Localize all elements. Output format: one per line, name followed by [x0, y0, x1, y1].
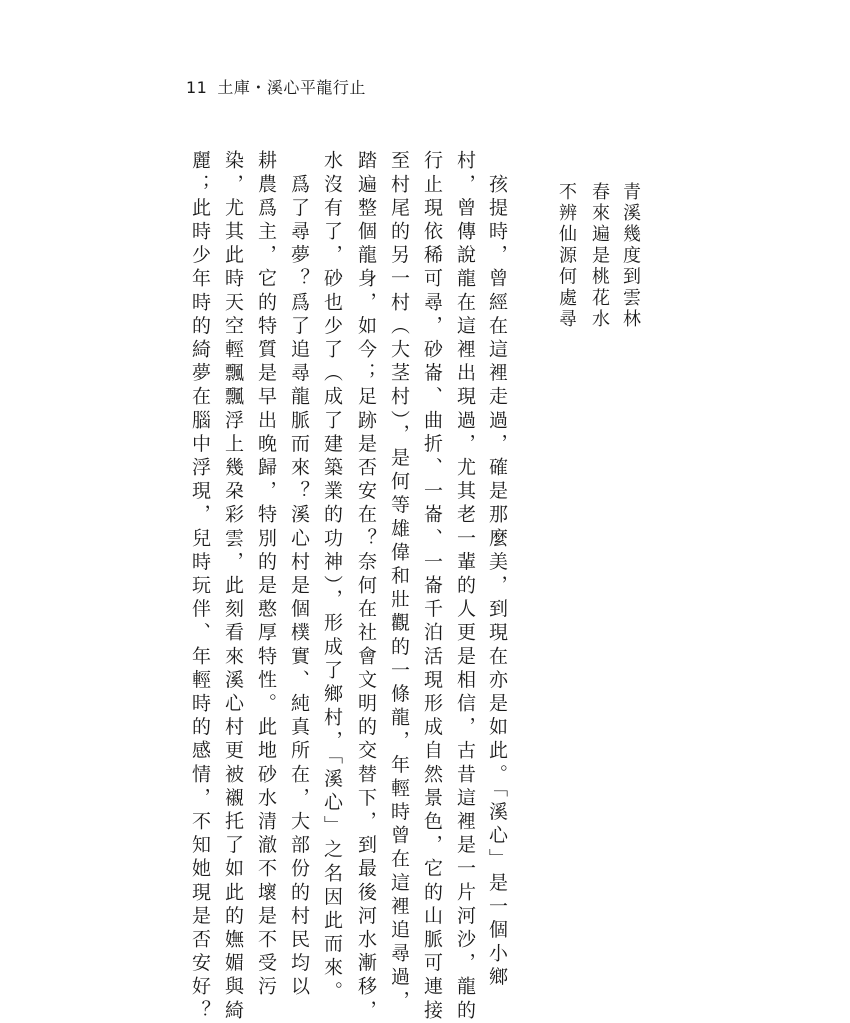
chapter-title: 土庫・溪心平龍行止: [217, 78, 366, 97]
body-text-line: 孩提時，曾經在這裡走過，確是那麼美，到現在亦是如此。「溪心」是一個小鄉: [486, 150, 508, 991]
body-text-line: 染，尤其此時天空輕飄飄浮上幾朶彩雲，此刻看來溪心村更被襯托了如此的嫵媚與綺: [222, 150, 244, 1023]
body-text-line: 行止現依稀可尋，砂崙、曲折、一崙、一崙千泊活現形成自然景色，它的山脈可連接: [421, 150, 443, 1023]
body-text-line: 爲了尋夢？爲了追尋龍脈而來？溪心村是個樸實、純真所在，大部份的村民均以: [288, 150, 310, 1000]
poem-line: 青溪幾度到雲林: [620, 182, 641, 331]
poem-line: 春來遍是桃花水: [589, 182, 610, 331]
page-number: 11: [186, 78, 208, 97]
body-text-line: 水沒有了，砂也少了（成了建築業的功神），形成了鄉村，「溪心」之名因此而來。: [321, 150, 343, 1005]
body-text-line: 踏遍整個龍身，如今；足跡是否安在？奈何在社會文明的交替下，到最後河水漸移，: [355, 150, 377, 1023]
running-header: [186, 78, 366, 98]
body-text-line: 村，曾傳說龍在這裡出現過，尤其老一輩的人更是相信，古昔這裡是一片河沙，龍的: [454, 150, 476, 1023]
poem-line: 不辨仙源何處尋: [556, 182, 577, 331]
body-text-line: 至村尾的另一村（大茎村），是何等雄偉和壯觀的一條龍，年輕時曾在這裡追尋過，: [388, 150, 410, 1014]
body-text-line: 耕農爲主，它的特質是早出晚歸，特別的是憨厚特性。此地砂水清澈不壞是不受污: [255, 150, 277, 1000]
body-text-line: 麗；此時少年時的綺夢在腦中浮現，兒時玩伴、年輕時的感情，不知她現是否安好？: [189, 150, 211, 1023]
